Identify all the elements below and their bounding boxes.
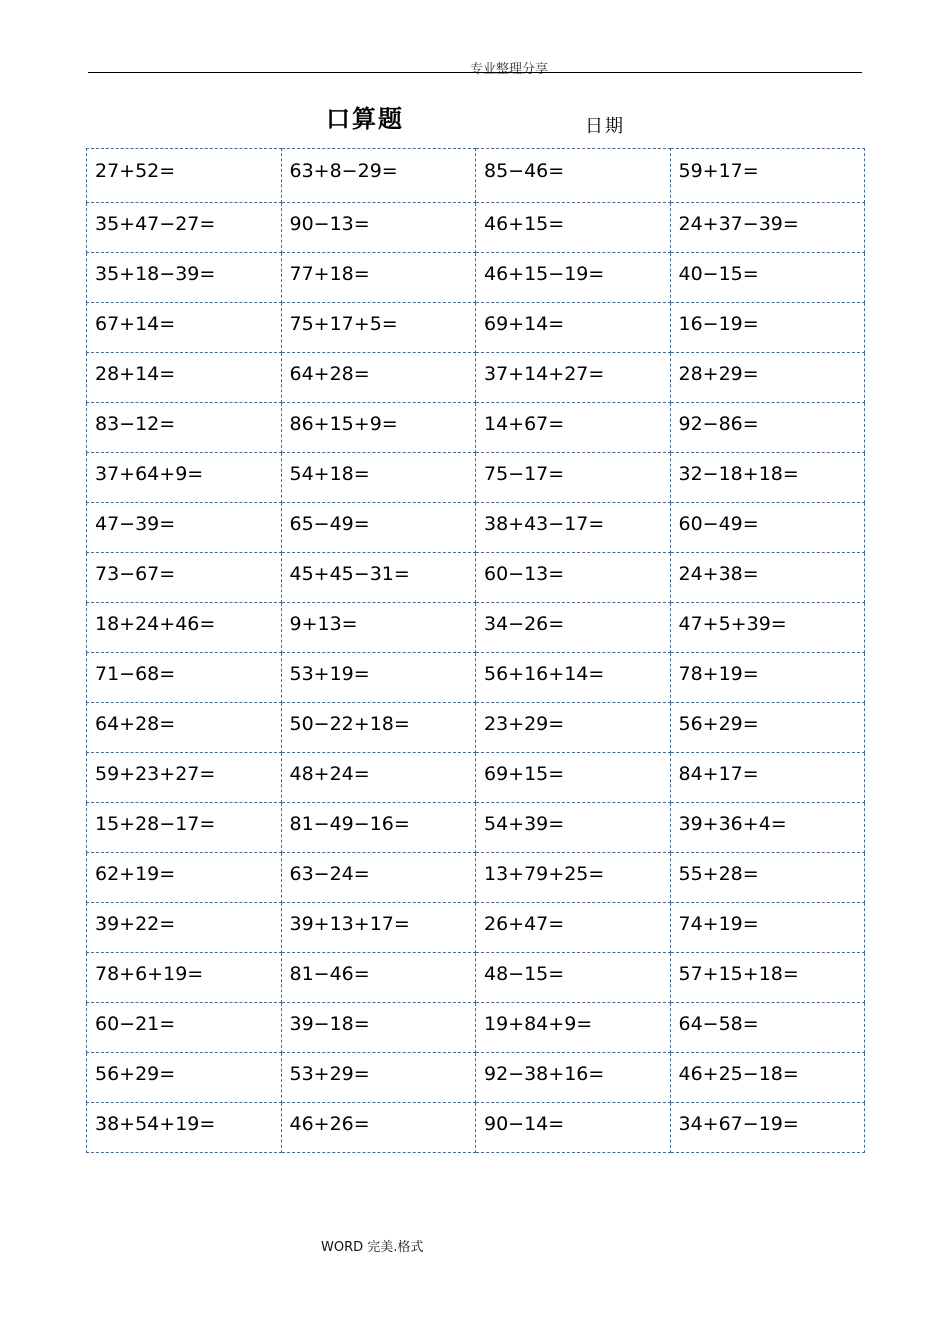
problem-text: 81−46=: [289, 963, 370, 985]
problem-cell: [281, 903, 476, 953]
problem-text: 18+24+46=: [95, 613, 216, 635]
problem-text: 28+14=: [95, 363, 176, 385]
problem-text: 45+45−31=: [289, 563, 410, 585]
problem-cell: [87, 503, 282, 553]
header-divider: [88, 72, 862, 73]
problem-text: 77+18=: [289, 263, 370, 285]
problem-text: 78+19=: [678, 663, 759, 685]
table-row: [87, 353, 865, 403]
problem-cell: [281, 253, 476, 303]
problem-text: 35+18−39=: [95, 263, 216, 285]
problem-text: 13+79+25=: [484, 863, 605, 885]
problem-text: 59+23+27=: [95, 763, 216, 785]
table-row: [87, 853, 865, 903]
problem-cell: [281, 603, 476, 653]
problem-text: 46+26=: [289, 1113, 370, 1135]
problem-text: 63−24=: [289, 863, 370, 885]
problem-cell: [476, 253, 671, 303]
problem-text: 64+28=: [95, 713, 176, 735]
problem-cell: [476, 603, 671, 653]
table-row: [87, 753, 865, 803]
problem-cell: [281, 853, 476, 903]
problem-text: 47−39=: [95, 513, 176, 535]
problem-text: 39+13+17=: [289, 913, 410, 935]
problem-text: 48−15=: [484, 963, 565, 985]
problem-text: 69+15=: [484, 763, 565, 785]
problem-cell: [87, 853, 282, 903]
problem-cell: [670, 1003, 865, 1053]
problem-cell: [87, 603, 282, 653]
problem-cell: [670, 503, 865, 553]
problem-text: 15+28−17=: [95, 813, 216, 835]
problem-text: 53+29=: [289, 1063, 370, 1085]
problem-cell: [476, 453, 671, 503]
problem-cell: [670, 653, 865, 703]
problem-cell: [281, 303, 476, 353]
problem-cell: [87, 753, 282, 803]
problem-cell: [87, 553, 282, 603]
problem-text: 38+54+19=: [95, 1113, 216, 1135]
problem-text: 26+47=: [484, 913, 565, 935]
problem-text: 75−17=: [484, 463, 565, 485]
problem-cell: [476, 753, 671, 803]
problem-text: 65−49=: [289, 513, 370, 535]
problem-cell: [670, 1053, 865, 1103]
problem-text: 60−21=: [95, 1013, 176, 1035]
problem-cell: [281, 203, 476, 253]
table-row: [87, 653, 865, 703]
table-row: [87, 253, 865, 303]
problem-cell: [476, 403, 671, 453]
problem-text: 39+22=: [95, 913, 176, 935]
problem-text: 56+16+14=: [484, 663, 605, 685]
problem-cell: [476, 1053, 671, 1103]
problem-text: 73−67=: [95, 563, 176, 585]
problem-cell: [476, 853, 671, 903]
problem-text: 35+47−27=: [95, 213, 216, 235]
problem-text: 90−13=: [289, 213, 370, 235]
problem-cell: [281, 653, 476, 703]
problem-cell: [87, 653, 282, 703]
problem-text: 57+15+18=: [678, 963, 799, 985]
table-row: [87, 503, 865, 553]
problem-text: 50−22+18=: [289, 713, 410, 735]
problem-cell: [670, 403, 865, 453]
problem-cell: [87, 253, 282, 303]
problem-text: 37+14+27=: [484, 363, 605, 385]
problem-text: 24+38=: [678, 563, 759, 585]
problem-text: 19+84+9=: [484, 1013, 593, 1035]
problem-cell: [87, 1053, 282, 1103]
problem-cell: [476, 903, 671, 953]
problem-cell: [281, 1103, 476, 1153]
problem-text: 90−14=: [484, 1113, 565, 1135]
problem-cell: [670, 803, 865, 853]
problem-cell: [281, 553, 476, 603]
problem-cell: [670, 553, 865, 603]
page-header-text: 专业整理分享: [470, 62, 549, 77]
problem-cell: [670, 703, 865, 753]
problem-cell: [87, 803, 282, 853]
problem-cell: [476, 953, 671, 1003]
problem-text: 71−68=: [95, 663, 176, 685]
problem-text: 28+29=: [678, 363, 759, 385]
problem-text: 24+37−39=: [678, 213, 799, 235]
problem-cell: [476, 203, 671, 253]
problem-text: 75+17+5=: [289, 313, 398, 335]
problem-text: 62+19=: [95, 863, 176, 885]
problem-cell: [87, 149, 282, 203]
problem-text: 38+43−17=: [484, 513, 605, 535]
problem-cell: [670, 603, 865, 653]
problem-cell: [670, 453, 865, 503]
problem-cell: [281, 1053, 476, 1103]
problem-cell: [87, 953, 282, 1003]
problem-cell: [670, 853, 865, 903]
problem-text: 53+19=: [289, 663, 370, 685]
date-label: 日期: [585, 116, 625, 137]
table-row: [87, 903, 865, 953]
problem-text: 40−15=: [678, 263, 759, 285]
problem-text: 60−13=: [484, 563, 565, 585]
problem-cell: [281, 1003, 476, 1053]
problem-text: 47+5+39=: [678, 613, 787, 635]
problem-cell: [476, 1003, 671, 1053]
problem-cell: [670, 203, 865, 253]
problem-text: 46+25−18=: [678, 1063, 799, 1085]
table-row: [87, 603, 865, 653]
problem-cell: [476, 653, 671, 703]
problem-cell: [476, 703, 671, 753]
problem-text: 32−18+18=: [678, 463, 799, 485]
problem-text: 92−86=: [678, 413, 759, 435]
table-row: [87, 203, 865, 253]
problem-cell: [281, 453, 476, 503]
table-row: [87, 553, 865, 603]
table-row: [87, 453, 865, 503]
problem-cell: [476, 1103, 671, 1153]
problem-cell: [476, 353, 671, 403]
problem-cell: [670, 303, 865, 353]
table-row: [87, 1103, 865, 1153]
problem-text: 34+67−19=: [678, 1113, 799, 1135]
problem-cell: [87, 1103, 282, 1153]
arithmetic-problem-table: [86, 148, 865, 1153]
problem-cell: [670, 149, 865, 203]
problem-cell: [281, 503, 476, 553]
problem-text: 64−58=: [678, 1013, 759, 1035]
problem-text: 46+15−19=: [484, 263, 605, 285]
table-row: [87, 149, 865, 203]
problem-text: 14+67=: [484, 413, 565, 435]
table-row: [87, 803, 865, 853]
problem-cell: [670, 253, 865, 303]
table-row: [87, 403, 865, 453]
problem-text: 83−12=: [95, 413, 176, 435]
problem-text: 69+14=: [484, 313, 565, 335]
problem-cell: [281, 353, 476, 403]
problem-cell: [87, 453, 282, 503]
problem-text: 39+36+4=: [678, 813, 787, 835]
problem-text: 55+28=: [678, 863, 759, 885]
problem-cell: [87, 203, 282, 253]
problem-text: 85−46=: [484, 160, 565, 182]
problem-cell: [476, 803, 671, 853]
problem-cell: [476, 553, 671, 603]
problem-cell: [281, 803, 476, 853]
problem-cell: [87, 403, 282, 453]
problem-text: 34−26=: [484, 613, 565, 635]
problem-text: 78+6+19=: [95, 963, 204, 985]
worksheet-title: 口算题: [326, 104, 404, 133]
problem-text: 92−38+16=: [484, 1063, 605, 1085]
problem-cell: [87, 1003, 282, 1053]
problem-cell: [281, 753, 476, 803]
problem-text: 23+29=: [484, 713, 565, 735]
problem-text: 64+28=: [289, 363, 370, 385]
problem-text: 39−18=: [289, 1013, 370, 1035]
problem-text: 56+29=: [678, 713, 759, 735]
problem-text: 86+15+9=: [289, 413, 398, 435]
problem-cell: [670, 353, 865, 403]
problem-cell: [670, 953, 865, 1003]
problem-text: 81−49−16=: [289, 813, 410, 835]
problem-text: 59+17=: [678, 160, 759, 182]
problem-cell: [87, 353, 282, 403]
problem-cell: [87, 303, 282, 353]
problem-text: 60−49=: [678, 513, 759, 535]
table-row: [87, 1053, 865, 1103]
problem-text: 37+64+9=: [95, 463, 204, 485]
problem-cell: [476, 149, 671, 203]
problem-text: 16−19=: [678, 313, 759, 335]
problem-cell: [670, 1103, 865, 1153]
problem-text: 27+52=: [95, 160, 176, 182]
problem-cell: [281, 149, 476, 203]
problem-cell: [281, 703, 476, 753]
table-row: [87, 953, 865, 1003]
problem-text: 54+18=: [289, 463, 370, 485]
problem-text: 63+8−29=: [289, 160, 398, 182]
problem-text: 84+17=: [678, 763, 759, 785]
problem-cell: [281, 953, 476, 1003]
problem-text: 9+13=: [289, 613, 358, 635]
problem-text: 56+29=: [95, 1063, 176, 1085]
problem-text: 48+24=: [289, 763, 370, 785]
problem-cell: [476, 503, 671, 553]
problem-text: 74+19=: [678, 913, 759, 935]
problem-cell: [87, 703, 282, 753]
problem-cell: [670, 753, 865, 803]
problem-cell: [87, 903, 282, 953]
table-row: [87, 303, 865, 353]
problem-cell: [670, 903, 865, 953]
problem-cell: [476, 303, 671, 353]
page-footer-text: WORD 完美.格式: [321, 1240, 424, 1255]
problem-text: 46+15=: [484, 213, 565, 235]
table-row: [87, 1003, 865, 1053]
table-row: [87, 703, 865, 753]
problem-cell: [281, 403, 476, 453]
problem-text: 67+14=: [95, 313, 176, 335]
problem-text: 54+39=: [484, 813, 565, 835]
